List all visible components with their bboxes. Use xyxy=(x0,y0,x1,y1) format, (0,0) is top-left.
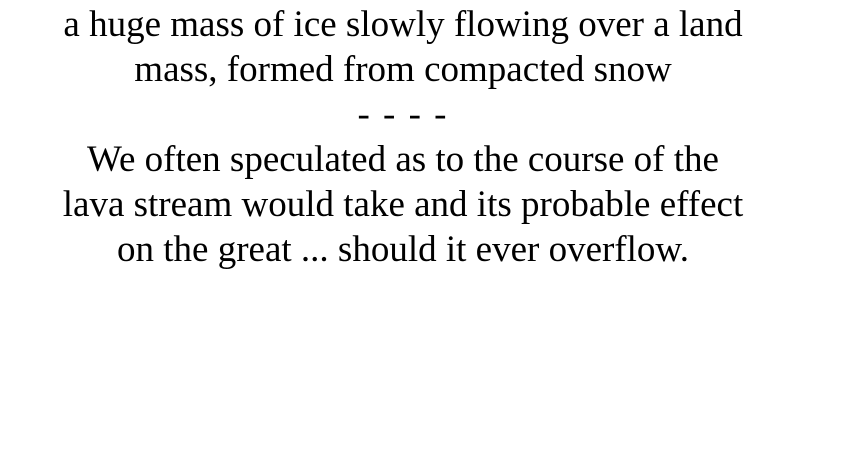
sentence-line: lava stream would take and its probable effect xyxy=(62,184,744,225)
definition-line: a huge mass of ice slowly flowing over a land xyxy=(63,4,743,45)
sentence-line: We often speculated as to the course of the xyxy=(87,139,719,180)
sentence-line: on the great ... should it ever overflow. xyxy=(117,229,689,270)
example-sentence xyxy=(0,137,806,272)
separator: - - - - xyxy=(357,94,449,135)
definition-line: mass, formed from compacted snow xyxy=(134,49,672,90)
definition-text xyxy=(0,2,806,92)
